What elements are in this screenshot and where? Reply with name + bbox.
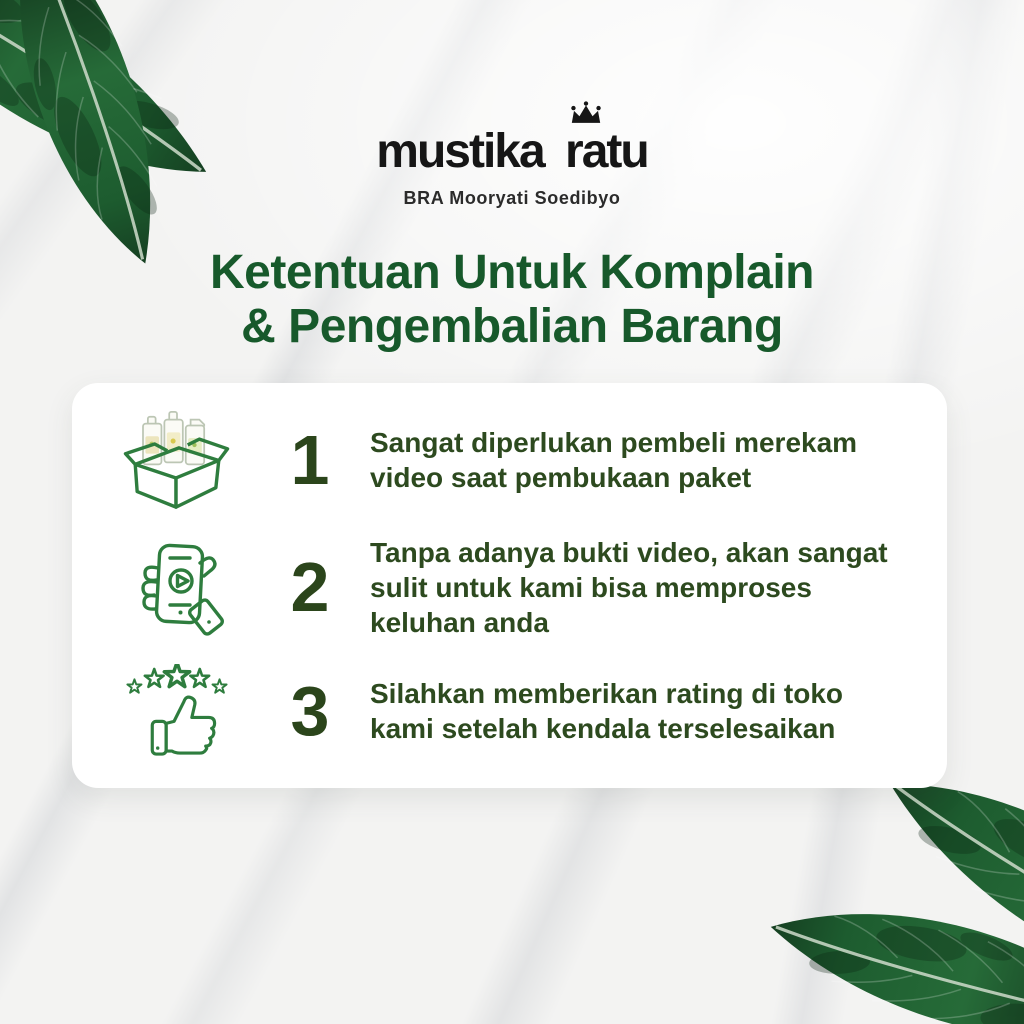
rule-1-number: 1 [290,420,330,499]
brand-tagline: BRA Mooryati Soedibyo [403,188,621,208]
rule-row-1 [108,409,911,511]
logo-word-ratu [565,125,648,178]
brand-block [0,125,1024,209]
five-stars [127,664,226,693]
rule-2-icon-cell [122,538,232,638]
open-box-products-icon [122,409,232,511]
open-box-outline [126,439,228,507]
rule-2-number: 2 [290,548,330,626]
rule-row-3 [108,664,911,758]
crown-icon [567,101,605,125]
rule-3-icon-cell [122,664,232,758]
logo-word-ratu-text: ratu [565,125,648,178]
rating-stars-thumbs-up-icon [122,664,232,758]
brand-logo [0,125,1024,178]
page-title [0,246,1024,354]
rule-2-text: Tanpa adanya bukti video, akan sangat sulit untuk kami bisa memproses keluhan anda [370,537,888,638]
hand-phone-video-icon [127,538,227,638]
rule-1-text: Sangat diperlukan pembeli merekam video saat pembukaan paket [370,427,858,493]
rule-3-text: Silahkan memberikan rating di toko kami setelah kendala terselesaikan [370,678,844,744]
page-title-line1: Ketentuan Untuk Komplain [209,246,814,299]
leaf-bottom-right-front-icon [749,848,1024,1024]
rule-1-icon-cell [122,409,232,511]
rules-card [72,383,947,788]
rule-row-2 [108,535,911,640]
page-title-line2: & Pengembalian Barang [241,299,783,353]
thumbs-up [152,697,214,754]
rule-3-number: 3 [290,671,330,750]
logo-word-mustika: mustika [376,125,544,178]
